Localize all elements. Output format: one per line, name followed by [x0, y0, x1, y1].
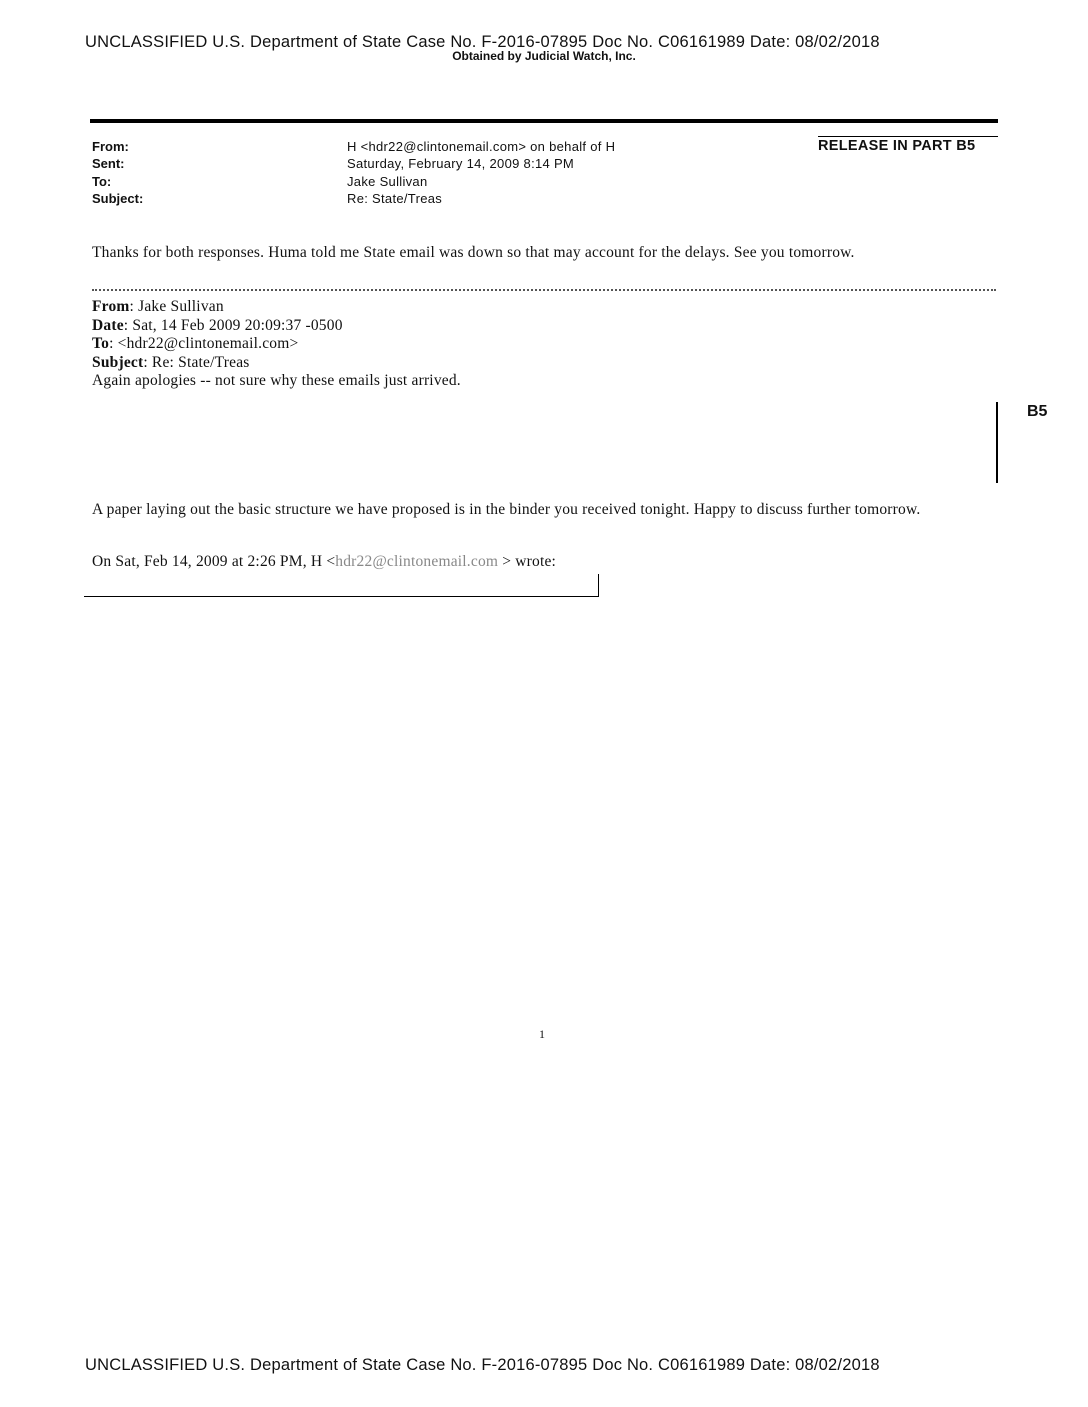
- subject-label: Subject:: [92, 191, 144, 206]
- forwarded-subject-label: Subject: [92, 353, 144, 371]
- redaction-bracket: [996, 402, 998, 483]
- obtained-by-label: Obtained by Judicial Watch, Inc.: [452, 49, 636, 63]
- sent-label: Sent:: [92, 156, 125, 171]
- forwarded-to-label: To: [92, 335, 110, 352]
- forwarded-subject-row: [92, 354, 461, 373]
- forwarded-to-value: : <hdr22@clintonemail.com>: [109, 335, 299, 352]
- release-in-part-label: RELEASE IN PART B5: [818, 136, 998, 154]
- forwarded-header-block: [92, 298, 461, 391]
- redaction-code: B5: [1027, 403, 1048, 420]
- sent-value: Saturday, February 14, 2009 8:14 PM: [347, 156, 575, 171]
- forwarded-to-row: [92, 335, 461, 354]
- forwarded-date-label: Date: [92, 316, 124, 334]
- apology-text: Again apologies -- not sure why these emails just arrived.: [92, 372, 461, 389]
- quote-email: hdr22@clintonemail.com: [335, 553, 499, 570]
- from-value: H <hdr22@clintonemail.com> on behalf of H: [347, 139, 616, 154]
- redaction-box-bottom: [84, 596, 599, 597]
- forwarded-date-row: [92, 317, 461, 336]
- message-separator: [92, 289, 996, 291]
- paper-body-text: A paper laying out the basic structure we have proposed is in the binder you received tonight. Happy to discuss further tomorrow.: [92, 501, 921, 518]
- quote-suffix: > wrote:: [498, 553, 557, 570]
- page-number: 1: [539, 1027, 545, 1041]
- reply-body-text: Thanks for both responses. Huma told me State email was down so that may account for the delays. See you tomorrow.: [92, 244, 855, 261]
- quote-prefix: On Sat, Feb 14, 2009 at 2:26 PM, H <: [92, 553, 336, 570]
- forwarded-from-row: [92, 298, 461, 317]
- forwarded-date-value: : Sat, 14 Feb 2009 20:09:37 -0500: [123, 316, 343, 334]
- forwarded-from-label: From: [92, 298, 130, 315]
- classification-header: UNCLASSIFIED U.S. Department of State Case No. F-2016-07895 Doc No. C06161989 Date: 08/02/2018: [85, 33, 880, 51]
- from-label: From:: [92, 139, 129, 154]
- quote-attribution-line: [92, 553, 556, 571]
- redaction-box-right: [598, 574, 599, 597]
- forwarded-from-value: : Jake Sullivan: [129, 298, 224, 315]
- header-divider: [90, 119, 998, 123]
- to-value: Jake Sullivan: [347, 174, 428, 189]
- subject-value: Re: State/Treas: [347, 191, 443, 206]
- classification-footer: UNCLASSIFIED U.S. Department of State Case No. F-2016-07895 Doc No. C06161989 Date: 08/02/2018: [85, 1356, 880, 1374]
- forwarded-subject-value: : Re: State/Treas: [143, 353, 250, 371]
- to-label: To:: [92, 174, 112, 189]
